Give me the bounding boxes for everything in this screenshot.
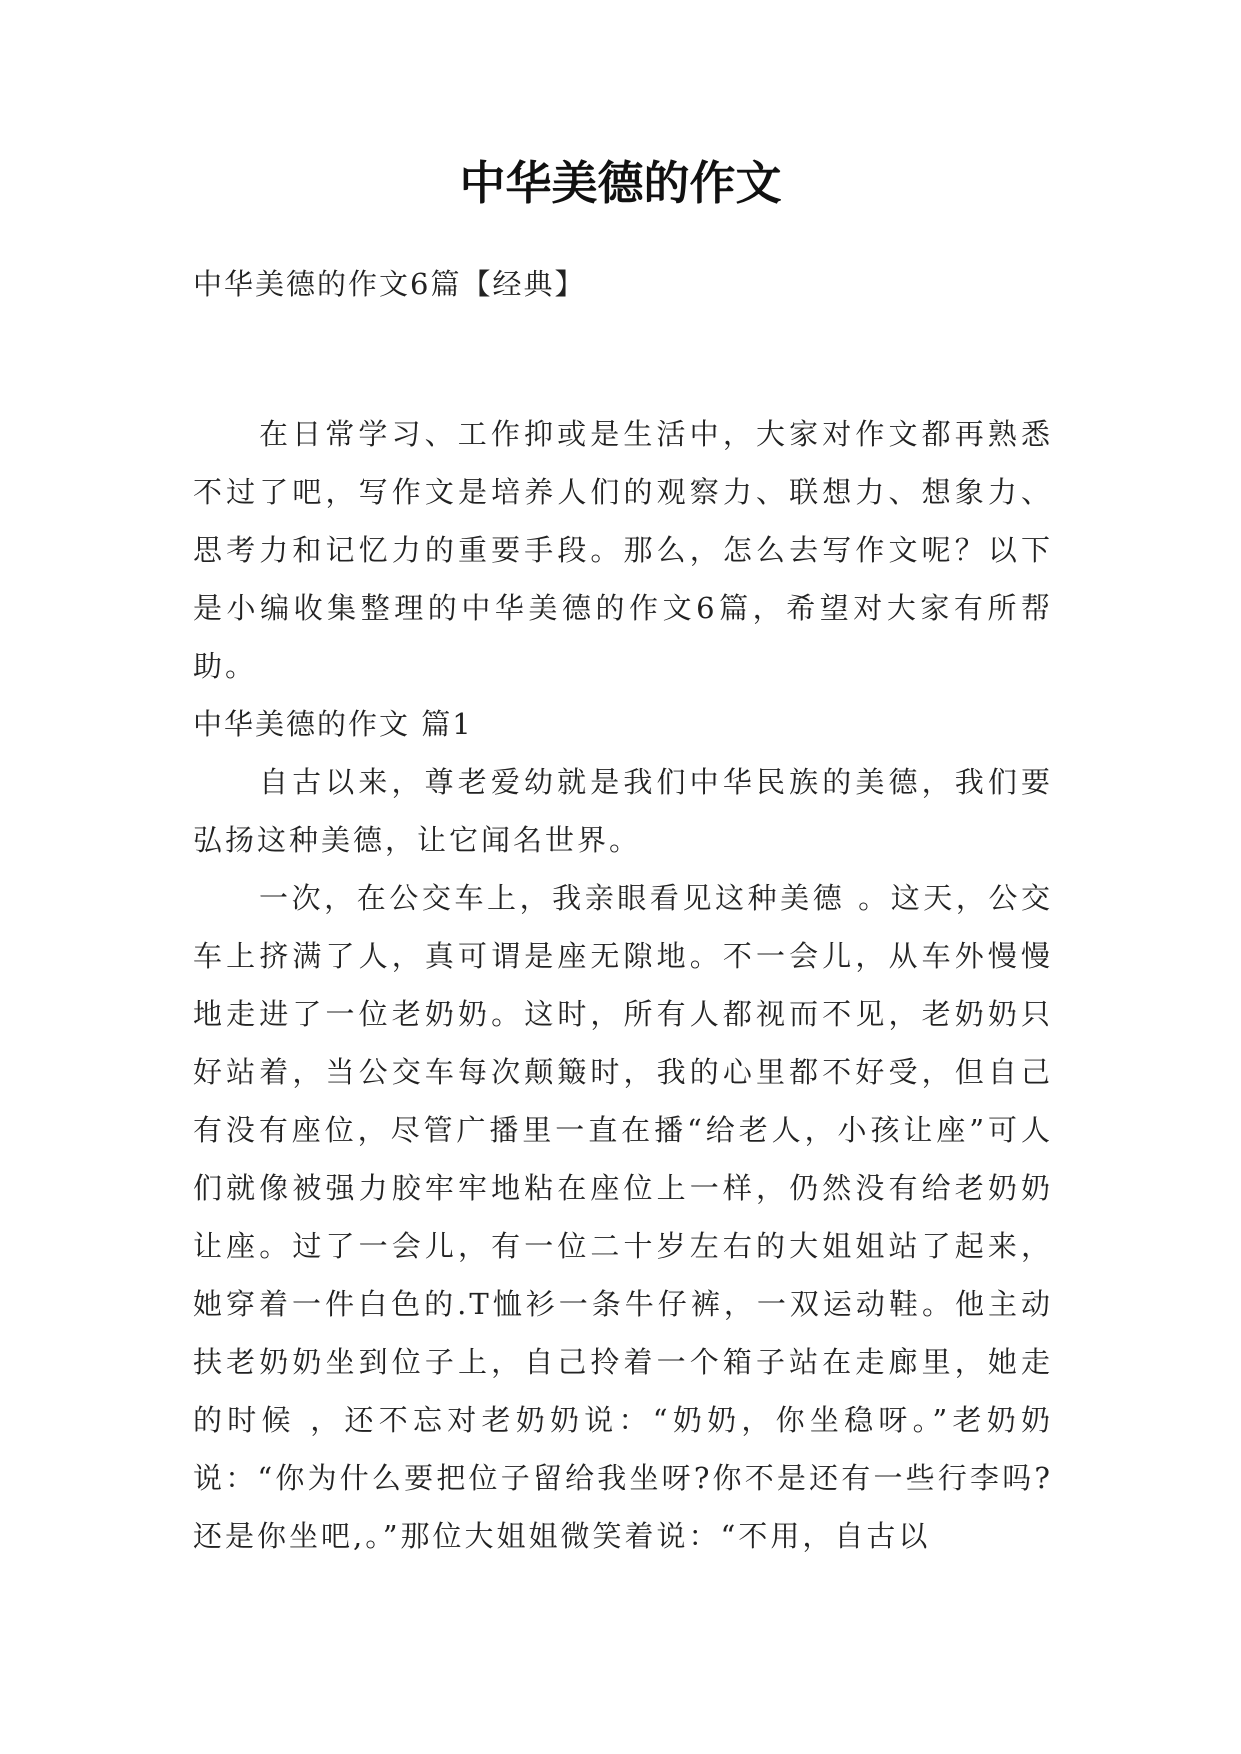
body-paragraph: 自古以来，尊老爱幼就是我们中华民族的美德，我们要弘扬这种美德，让它闻名世界。 [193, 765, 1053, 857]
document-subtitle: 中华美德的作文6篇【经典】 [193, 267, 586, 301]
intro-paragraph: 在日常学习、工作抑或是生活中，大家对作文都再熟悉不过了吧，写作文是培养人们的观察力、联想力、想象力、思考力和记忆力的重要手段。那么，怎么去写作文呢？以下是小编收集整理的中华美德的作文6篇，希望对大家有所帮助。 [193, 417, 1053, 683]
section-heading: 中华美德的作文 篇1 [193, 707, 473, 741]
body-paragraph: 一次，在公交车上，我亲眼看见这种美德 。这天，公交车上挤满了人，真可谓是座无隙地。不一会儿，从车外慢慢地走进了一位老奶奶。这时，所有人都视而不见，老奶奶只好站着，当公交车每次颠簸时，我的心里都不好受，但自己有没有座位，尽管广播里一直在播“给老人，小孩让座”可人们就像被强力胶牢牢地粘在座位上一样，仍然没有给老奶奶让座。过了一会儿，有一位二十岁左右的大姐姐站了起来，她穿着一件白色的.T恤衫一条牛仔裤，一双运动鞋。他主动扶老奶奶坐到位子上，自己拎着一个箱子站在走廊里，她走的时候 ，还不忘对老奶奶说：“奶奶，你坐稳呀。”老奶奶说：“你为什么要把位子留给我坐呀?你不是还有一些行李吗?还是你坐吧,。”那位大姐姐微笑着说：“不用，自古以 [193, 881, 1053, 1553]
document-body [193, 405, 1053, 1565]
document-title: 中华美德的作文 [459, 156, 782, 210]
